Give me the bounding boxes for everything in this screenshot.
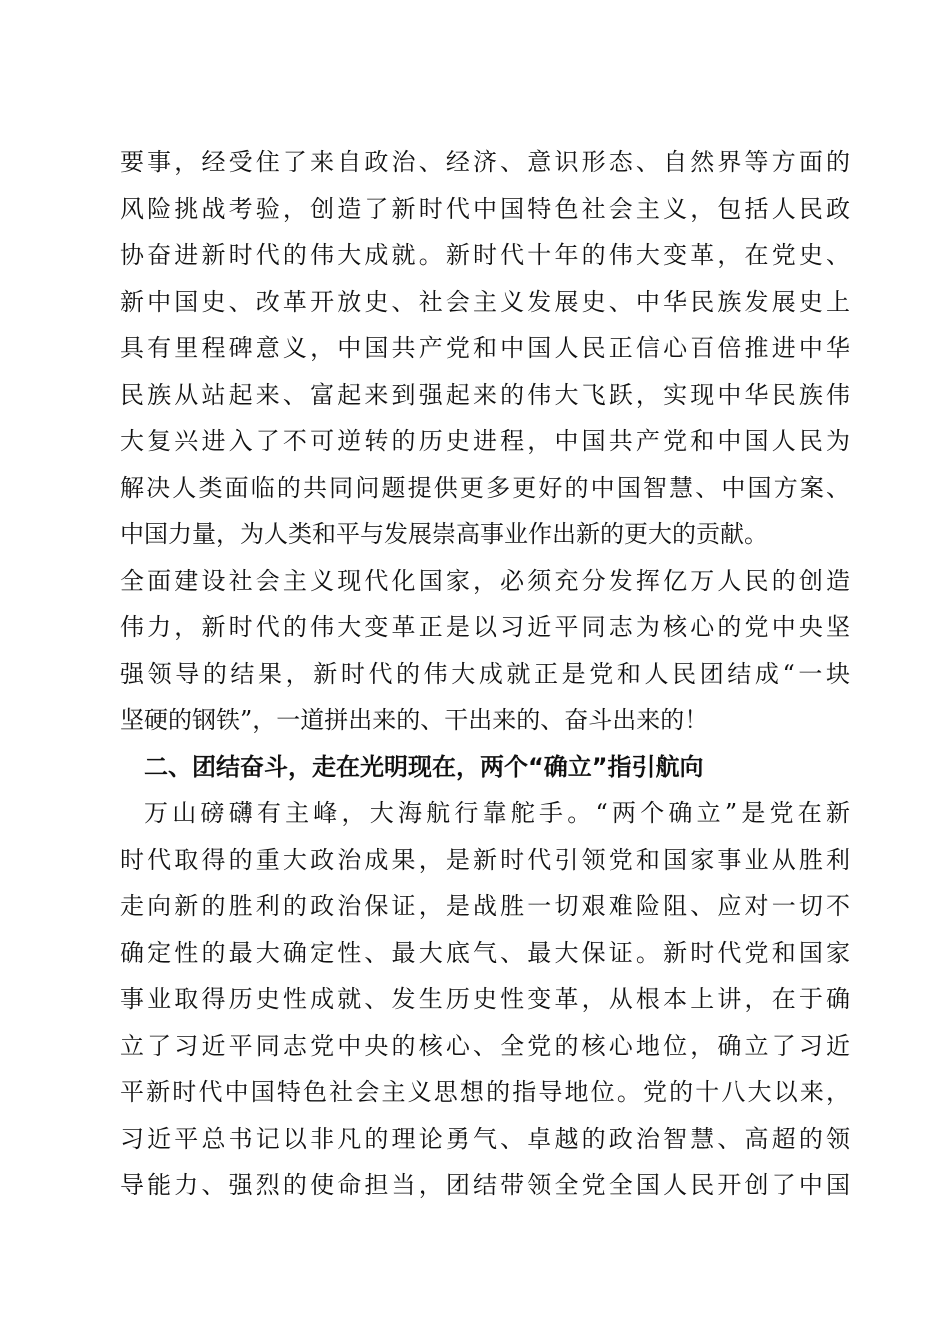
section-heading: 二、团结奋斗，走在光明现在，两个“确立”指引航向	[144, 752, 704, 781]
text-line: 全面建设社会主义现代化国家，必须充分发挥亿万人民的创造	[120, 566, 850, 595]
text-line: 新中国史、改革开放史、社会主义发展史、中华民族发展史上	[120, 287, 850, 316]
text-line: 解决人类面临的共同问题提供更多更好的中国智慧、中国方案、	[120, 473, 850, 502]
text-line: 时代取得的重大政治成果，是新时代引领党和国家事业从胜利	[120, 845, 850, 874]
text-line: 万山磅礴有主峰，大海航行靠舵手。“两个确立”是党在新	[144, 799, 850, 827]
text-line: 伟力，新时代的伟大变革正是以习近平同志为核心的党中央坚	[120, 613, 850, 641]
text-line: 事业取得历史性成就、发生历史性变革，从根本上讲，在于确	[120, 985, 850, 1013]
text-line: 导能力、强烈的使命担当，团结带领全党全国人民开创了中国	[120, 1171, 850, 1199]
text-line: 习近平总书记以非凡的理论勇气、卓越的政治智慧、高超的领	[120, 1124, 850, 1153]
text-line: 大复兴进入了不可逆转的历史进程，中国共产党和中国人民为	[120, 427, 850, 455]
text-line: 强领导的结果，新时代的伟大成就正是党和人民团结成“一块	[120, 659, 850, 688]
text-line: 坚硬的钢铁”，一道拼出来的、干出来的、奋斗出来的！	[120, 706, 709, 734]
text-line: 民族从站起来、富起来到强起来的伟大飞跃，实现中华民族伟	[120, 380, 850, 409]
text-line: 立了习近平同志党中央的核心、全党的核心地位，确立了习近	[120, 1031, 850, 1060]
text-line: 风险挑战考验，创造了新时代中国特色社会主义，包括人民政	[120, 194, 850, 223]
body-text	[120, 139, 850, 1209]
text-line: 中国力量，为人类和平与发展崇高事业作出新的更大的贡献。	[120, 520, 768, 548]
text-line: 确定性的最大确定性、最大底气、最大保证。新时代党和国家	[120, 938, 850, 967]
text-line: 要事，经受住了来自政治、经济、意识形态、自然界等方面的	[120, 148, 850, 176]
text-line: 具有里程碑意义，中国共产党和中国人民正信心百倍推进中华	[120, 334, 850, 362]
text-line: 平新时代中国特色社会主义思想的指导地位。党的十八大以来，	[120, 1078, 850, 1106]
text-line: 走向新的胜利的政治保证，是战胜一切艰难险阻、应对一切不	[120, 892, 850, 920]
text-line: 协奋进新时代的伟大成就。新时代十年的伟大变革，在党史、	[120, 241, 850, 269]
